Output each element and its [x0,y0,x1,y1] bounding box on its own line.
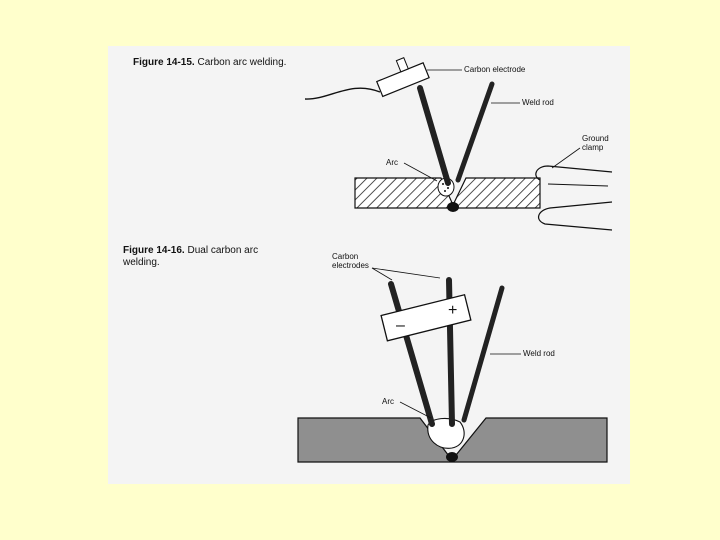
weld-rod [458,84,492,180]
figure-16-diagram [298,268,607,462]
label-carbon-electrodes: Carbon electrodes [332,252,369,270]
label-arc: Arc [386,158,398,167]
label-carbon-electrode: Carbon electrode [464,65,526,74]
figure-16-caption: Figure 14-16. Dual carbon arc welding. [123,245,259,268]
groove-weld-root [446,452,458,462]
minus-sign: – [396,317,405,334]
ground-clamp-icon [536,166,612,230]
carbon-electrode [420,88,448,183]
label-weld-rod-2: Weld rod [523,349,555,358]
label-weld-rod: Weld rod [522,98,554,107]
figure-15-caption: Figure 14-15. Carbon arc welding. [133,57,287,68]
electrode-cable [305,88,380,99]
plus-sign: + [448,302,458,319]
label-ground-clamp: Ground clamp [582,134,609,152]
label-arc-2: Arc [382,397,394,406]
figure-15-diagram [305,52,612,230]
weld-root [447,202,459,212]
